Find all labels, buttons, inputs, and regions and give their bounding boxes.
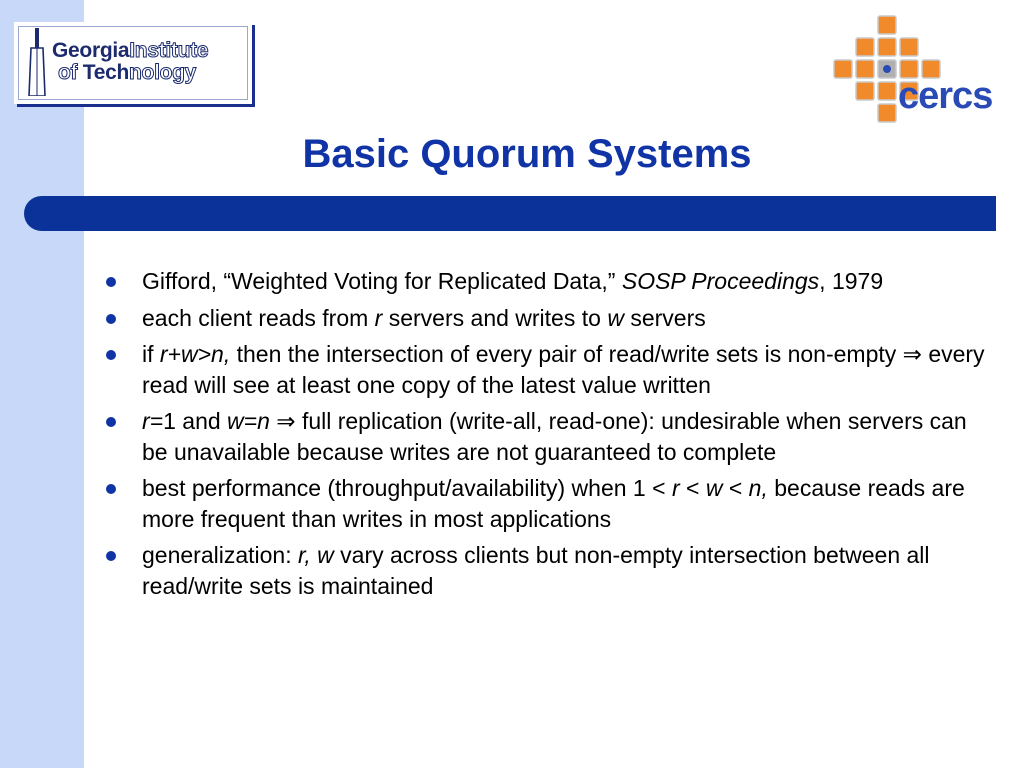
- logo-line-1: [52, 40, 208, 62]
- bullet-dot-icon: [106, 314, 116, 324]
- logo-word-tech: Tech: [82, 61, 130, 84]
- bullet-dot-icon: [106, 551, 116, 561]
- georgia-tech-logo: [14, 22, 252, 104]
- bullet-item: r=1 and w=n ⇒ full replication (write-all, read-one): undesirable when servers can be unavailable because writes are not guaranteed to complete: [102, 406, 992, 467]
- bullet-dot-icon: [106, 277, 116, 287]
- slide-title: Basic Quorum Systems: [302, 132, 752, 176]
- cercs-wordmark: cercs: [898, 75, 993, 117]
- bullet-list: [102, 266, 992, 607]
- bullet-item: Gifford, “Weighted Voting for Replicated Data,” SOSP Proceedings, 1979: [102, 266, 992, 297]
- logo-word-of: of: [58, 61, 83, 84]
- logo-word-institute: Institute: [129, 39, 209, 62]
- left-decorative-band: [0, 0, 84, 768]
- bullet-item: each client reads from r servers and writes to w servers: [102, 303, 992, 334]
- title-underline-bar: [24, 196, 996, 231]
- logo-word-georgia: Georgia: [52, 39, 130, 62]
- tech-tower-icon: [26, 28, 48, 96]
- logo-word-nology: nology: [129, 61, 197, 84]
- bullet-item: generalization: r, w vary across clients but non-empty intersection between all read/write sets is maintained: [102, 540, 992, 601]
- bullet-dot-icon: [106, 350, 116, 360]
- bullet-dot-icon: [106, 417, 116, 427]
- bullet-item: if r+w>n, then the intersection of every pair of read/write sets is non-empty ⇒ every read will see at least one copy of the latest value written: [102, 339, 992, 400]
- bullet-item: best performance (throughput/availability) when 1 < r < w < n, because reads are more frequent than writes in most applications: [102, 473, 992, 534]
- logo-line-2: [58, 62, 196, 84]
- bullet-dot-icon: [106, 484, 116, 494]
